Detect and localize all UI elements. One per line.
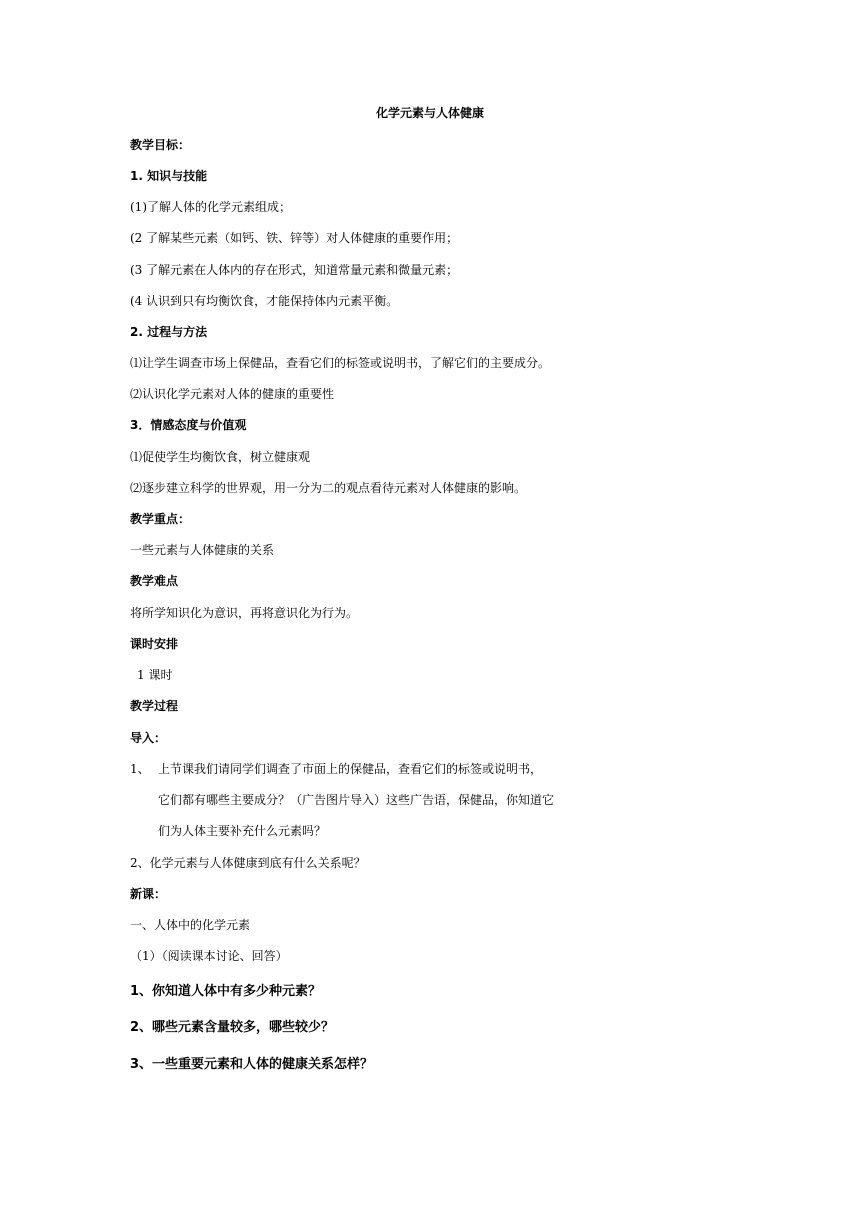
intro-heading: 导入： bbox=[130, 731, 167, 745]
intro-item-line: 它们都有哪些主要成分？（广告图片导入）这些广告语，保健品，你知道它 bbox=[158, 793, 555, 807]
key-point-text: 一些元素与人体健康的关系 bbox=[130, 543, 275, 557]
part1-subtitle: （1）（阅读课本讨论、回答） bbox=[130, 949, 288, 963]
key-point-heading: 教学重点： bbox=[130, 512, 191, 526]
list-item: ⑴促使学生均衡饮食，树立健康观 bbox=[130, 450, 311, 464]
intro-item-2: 2、化学元素与人体健康到底有什么关系呢？ bbox=[130, 856, 366, 870]
question-item: 2、哪些元素含量较多，哪些较少？ bbox=[130, 1020, 335, 1035]
list-item: ⑴让学生调查市场上保健品，查看它们的标签或说明书，了解它们的主要成分。 bbox=[130, 356, 551, 370]
page-title: 化学元素与人体健康 bbox=[375, 106, 484, 120]
intro-item-number: 1、 bbox=[130, 762, 150, 776]
list-item: (3 了解元素在人体内的存在形式，知道常量元素和微量元素； bbox=[130, 263, 459, 277]
intro-item-line: 们为人体主要补充什么元素吗？ bbox=[158, 824, 327, 838]
list-item: (1)了解人体的化学元素组成； bbox=[130, 200, 291, 214]
question-item: 1、你知道人体中有多少种元素？ bbox=[130, 984, 322, 999]
part1-title: 一、人体中的化学元素 bbox=[130, 918, 251, 932]
section-heading-values: 3．情感态度与价值观 bbox=[130, 418, 247, 432]
schedule-text: 1 课时 bbox=[137, 668, 173, 682]
schedule-heading: 课时安排 bbox=[130, 637, 179, 651]
new-lesson-heading: 新课： bbox=[130, 887, 167, 901]
list-item: (2 了解某些元素（如钙、铁、锌等）对人体健康的重要作用； bbox=[130, 231, 459, 245]
list-item: (4 认识到只有均衡饮食，才能保持体内元素平衡。 bbox=[130, 294, 399, 308]
question-item: 3、一些重要元素和人体的健康关系怎样？ bbox=[130, 1057, 374, 1072]
section-heading-process: 2. 过程与方法 bbox=[130, 325, 208, 339]
process-heading: 教学过程 bbox=[130, 699, 179, 713]
difficulty-text: 将所学知识化为意识，再将意识化为行为。 bbox=[130, 606, 359, 620]
list-item: ⑵逐步建立科学的世界观，用一分为二的观点看待元素对人体健康的影响。 bbox=[130, 481, 527, 495]
intro-item-line: 上节课我们请同学们调查了市面上的保健品，查看它们的标签或说明书， bbox=[158, 762, 543, 776]
list-item: ⑵认识化学元素对人体的健康的重要性 bbox=[130, 387, 335, 401]
difficulty-heading: 教学难点 bbox=[130, 574, 179, 588]
goals-heading: 教学目标： bbox=[130, 138, 191, 152]
section-heading-knowledge: 1. 知识与技能 bbox=[130, 169, 208, 183]
